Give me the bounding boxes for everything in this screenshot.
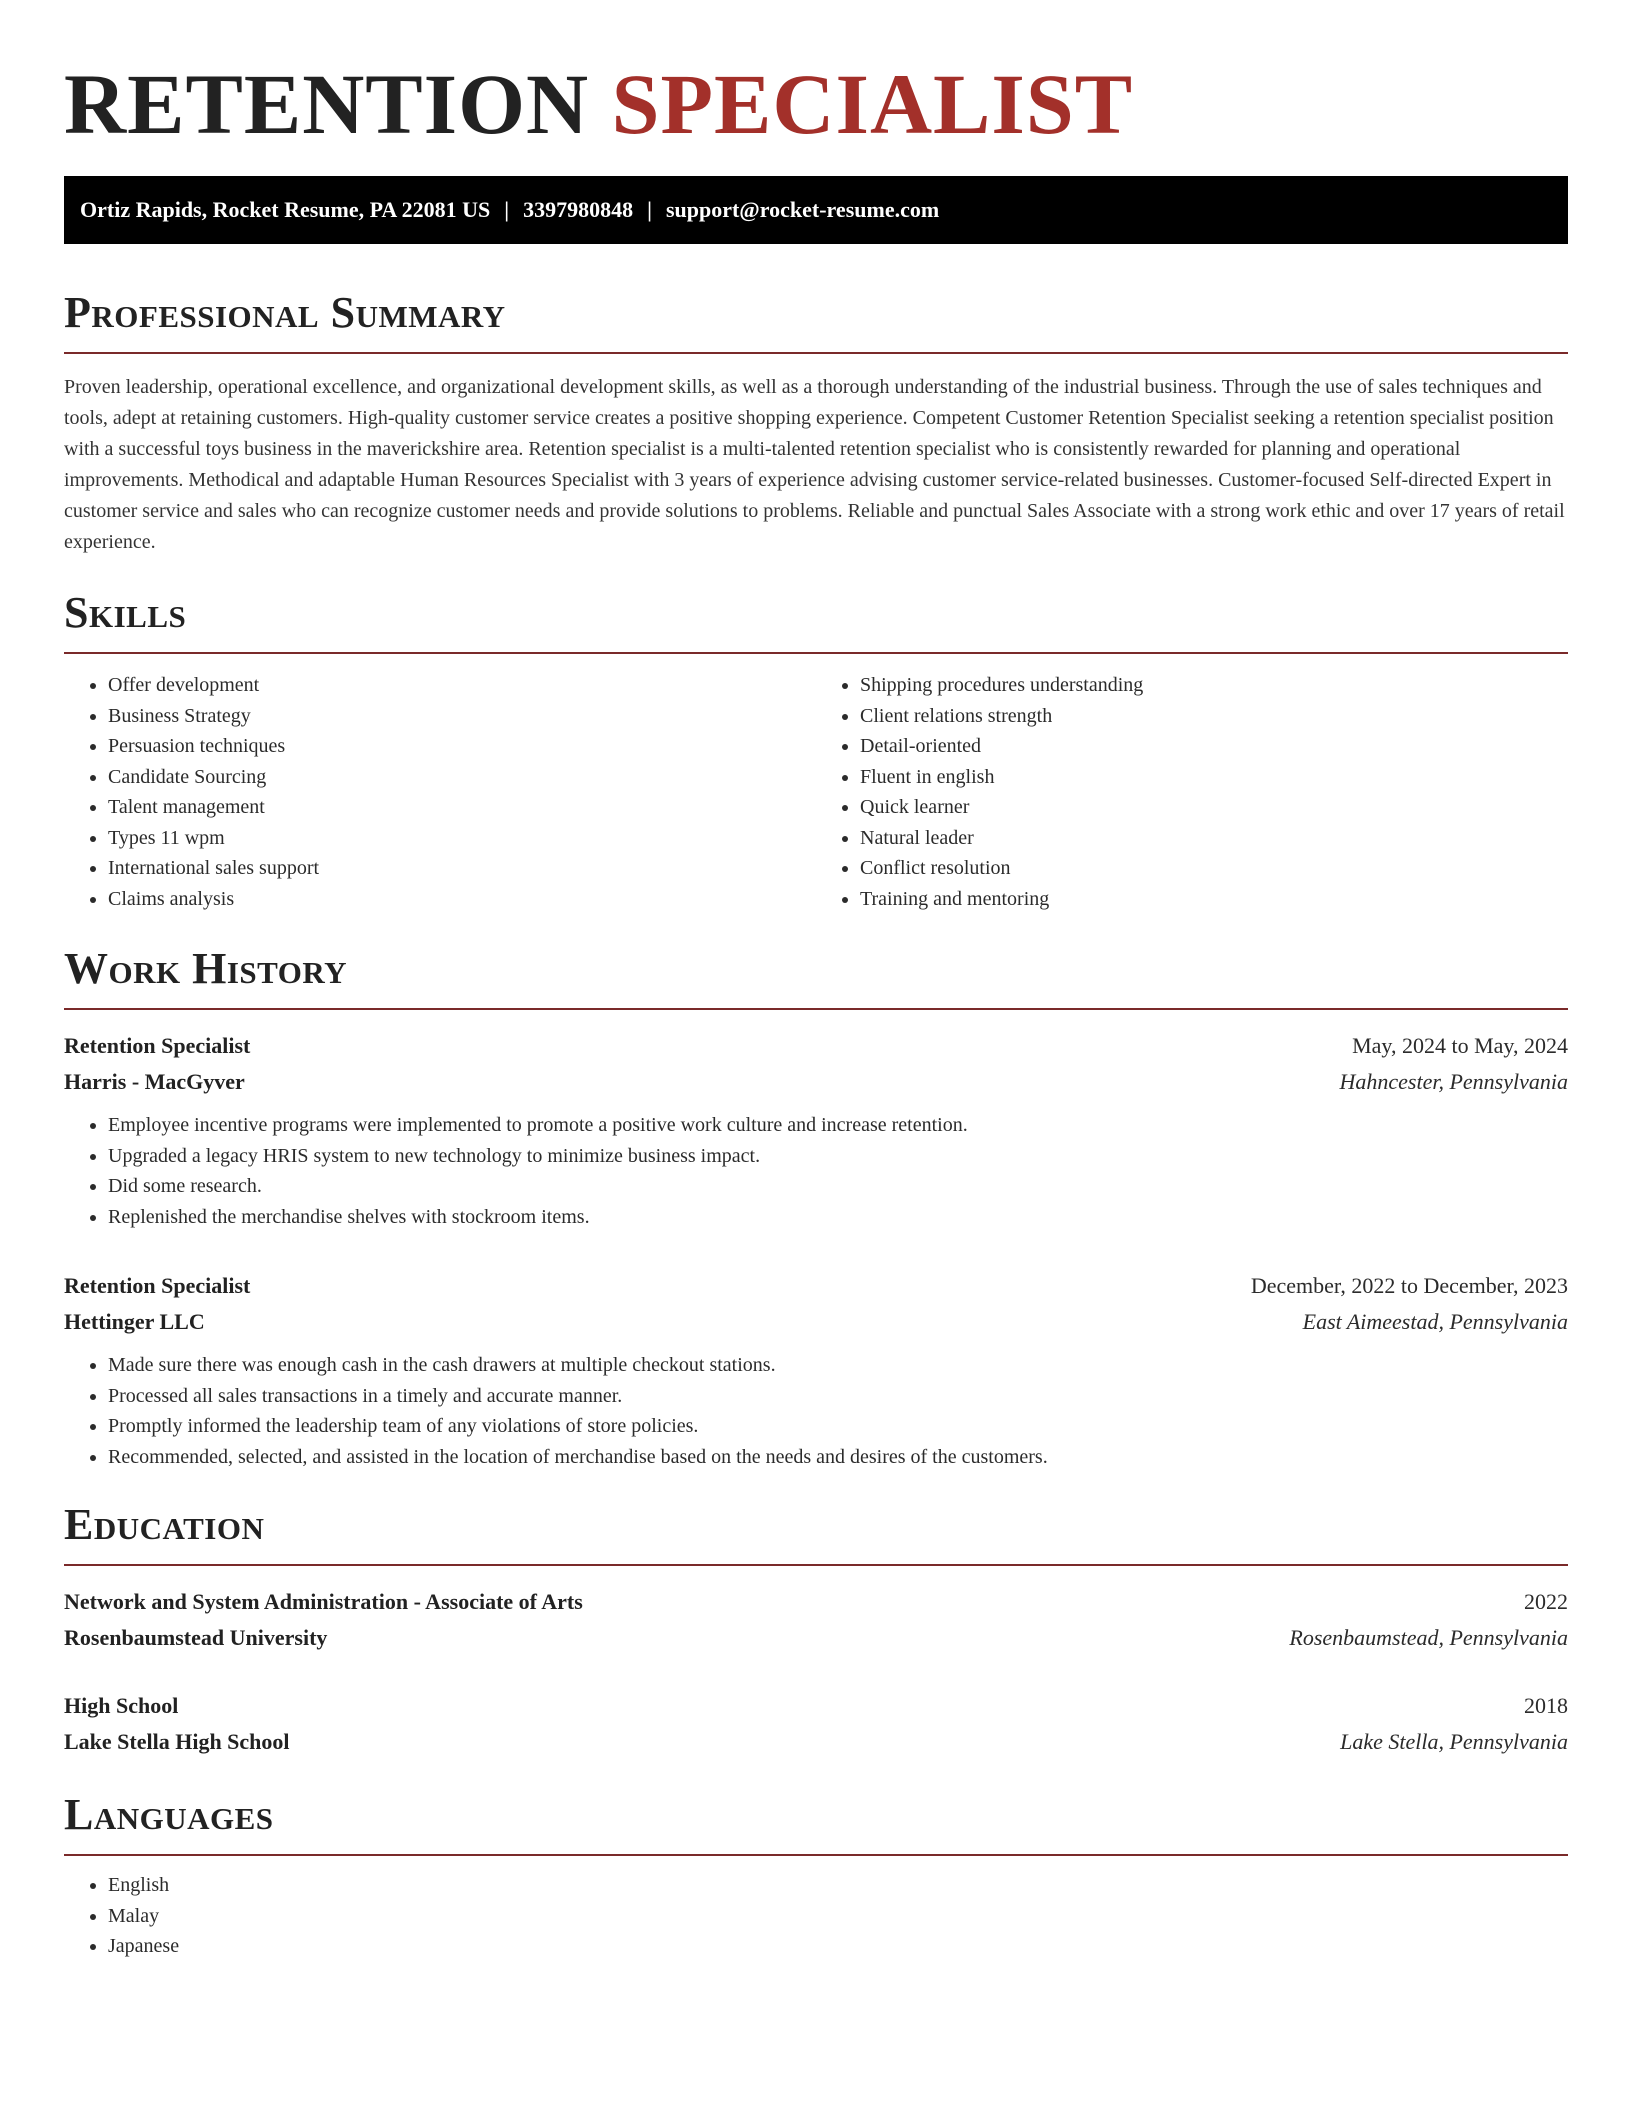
language-item: • English xyxy=(108,1870,1568,1901)
school-location: Lake Stella, Pennsylvania xyxy=(1340,1729,1568,1754)
education-entry xyxy=(64,1584,1568,1656)
degree-name: Network and System Administration - Associate of Arts xyxy=(64,1589,583,1614)
job-bullet: • Made sure there was enough cash in the cash drawers at multiple checkout stations. xyxy=(108,1350,1568,1381)
skill-item: • Talent management xyxy=(108,792,816,823)
company-name: Harris - MacGyver xyxy=(64,1069,245,1094)
job-dates: December, 2022 to December, 2023 xyxy=(1250,1273,1568,1298)
skills-list-left xyxy=(64,670,816,914)
contact-address: Ortiz Rapids, Rocket Resume, PA 22081 US xyxy=(80,197,491,222)
skill-item: • Shipping procedures understanding xyxy=(860,670,1568,701)
resume-title xyxy=(64,54,1568,154)
contact-bar xyxy=(64,176,1568,244)
job-bullet: • Recommended, selected, and assisted in the location of merchandise based on the needs and desires of the customers. xyxy=(108,1442,1568,1473)
contact-phone: 3397980848 xyxy=(523,197,634,222)
skills-heading: Skills xyxy=(64,588,1568,654)
skill-item: • Types 11 wpm xyxy=(108,823,816,854)
work-entry xyxy=(64,1268,1568,1472)
skill-item: • Candidate Sourcing xyxy=(108,762,816,793)
skill-item: • International sales support xyxy=(108,853,816,884)
skill-item: • Client relations strength xyxy=(860,701,1568,732)
language-item: • Japanese xyxy=(108,1931,1568,1962)
summary-text: Proven leadership, operational excellence, and organizational development skills, as well as a thorough understanding of the industrial business. Through the use of sales techniques and tools, adept at retaining customers. High-quality customer service creates a positive shopping experience. Competent Customer Retention Specialist seeking a retention specialist position with a successful toys business in the maverickshire area. Retention specialist is a multi-talented retention specialist who is consistently rewarded for planning and operational improvements. Methodical and adaptable Human Resources Specialist with 3 years of experience advising customer service-related businesses. Customer-focused Self-directed Expert in customer service and sales who can recognize customer needs and provide solutions to problems. Reliable and punctual Sales Associate with a strong work ethic and over 17 years of retail experience. xyxy=(64,376,1565,553)
degree-name: High School xyxy=(64,1693,179,1718)
company-name: Hettinger LLC xyxy=(64,1309,205,1334)
skill-item: • Claims analysis xyxy=(108,884,816,915)
language-item: • Malay xyxy=(108,1901,1568,1932)
skill-item: • Natural leader xyxy=(860,823,1568,854)
title-part-two: SPECIALIST xyxy=(611,56,1134,152)
job-location: East Aimeestad, Pennsylvania xyxy=(1302,1309,1568,1334)
job-bullet: • Promptly informed the leadership team of any violations of store policies. xyxy=(108,1411,1568,1442)
education-degree-row xyxy=(64,1584,1568,1620)
job-bullet: • Replenished the merchandise shelves with stockroom items. xyxy=(108,1202,1568,1233)
skills-list-right xyxy=(816,670,1568,914)
skills-section xyxy=(64,588,1568,914)
education-degree-row xyxy=(64,1688,1568,1724)
skill-item: • Detail-oriented xyxy=(860,731,1568,762)
skill-item: • Business Strategy xyxy=(108,701,816,732)
school-name: Lake Stella High School xyxy=(64,1729,290,1754)
summary-heading: Professional Summary xyxy=(64,288,1568,354)
job-title: Retention Specialist xyxy=(64,1273,251,1298)
graduation-year: 2022 xyxy=(1524,1589,1568,1614)
skill-item: • Quick learner xyxy=(860,792,1568,823)
work-heading: Work History xyxy=(64,944,1568,1010)
skill-item: • Offer development xyxy=(108,670,816,701)
languages-section xyxy=(64,1790,1568,1962)
contact-email: support@rocket-resume.com xyxy=(665,197,940,222)
skill-item: • Persuasion techniques xyxy=(108,731,816,762)
work-entry xyxy=(64,1028,1568,1232)
school-name: Rosenbaumstead University xyxy=(64,1625,328,1650)
job-bullets xyxy=(64,1110,1568,1232)
job-bullet: • Employee incentive programs were implemented to promote a positive work culture and increase retention. xyxy=(108,1110,1568,1141)
job-bullet: • Processed all sales transactions in a timely and accurate manner. xyxy=(108,1381,1568,1412)
school-location: Rosenbaumstead, Pennsylvania xyxy=(1289,1625,1568,1650)
contact-separator: | xyxy=(504,197,510,222)
work-entry-company-row xyxy=(64,1064,1568,1100)
education-entry xyxy=(64,1688,1568,1760)
job-title: Retention Specialist xyxy=(64,1033,251,1058)
job-bullet: • Upgraded a legacy HRIS system to new technology to minimize business impact. xyxy=(108,1141,1568,1172)
graduation-year: 2018 xyxy=(1524,1693,1568,1718)
contact-separator: | xyxy=(647,197,652,222)
skill-item: • Fluent in english xyxy=(860,762,1568,793)
skill-item: • Training and mentoring xyxy=(860,884,1568,915)
languages-list xyxy=(64,1870,1568,1962)
work-entry-company-row xyxy=(64,1304,1568,1340)
education-school-row xyxy=(64,1620,1568,1656)
title-part-one: RETENTION xyxy=(64,56,590,152)
education-heading: Education xyxy=(64,1500,1568,1566)
education-school-row xyxy=(64,1724,1568,1760)
job-bullets xyxy=(64,1350,1568,1472)
skills-columns xyxy=(64,670,1568,914)
job-dates: May, 2024 to May, 2024 xyxy=(1352,1033,1568,1058)
education-section xyxy=(64,1500,1568,1760)
summary-section xyxy=(64,288,1568,558)
languages-heading: Languages xyxy=(64,1790,1568,1856)
skill-item: • Conflict resolution xyxy=(860,853,1568,884)
job-location: Hahncester, Pennsylvania xyxy=(1339,1069,1568,1094)
job-bullet: • Did some research. xyxy=(108,1171,1568,1202)
work-entry-title-row xyxy=(64,1268,1568,1304)
work-entry-title-row xyxy=(64,1028,1568,1064)
work-section xyxy=(64,944,1568,1472)
